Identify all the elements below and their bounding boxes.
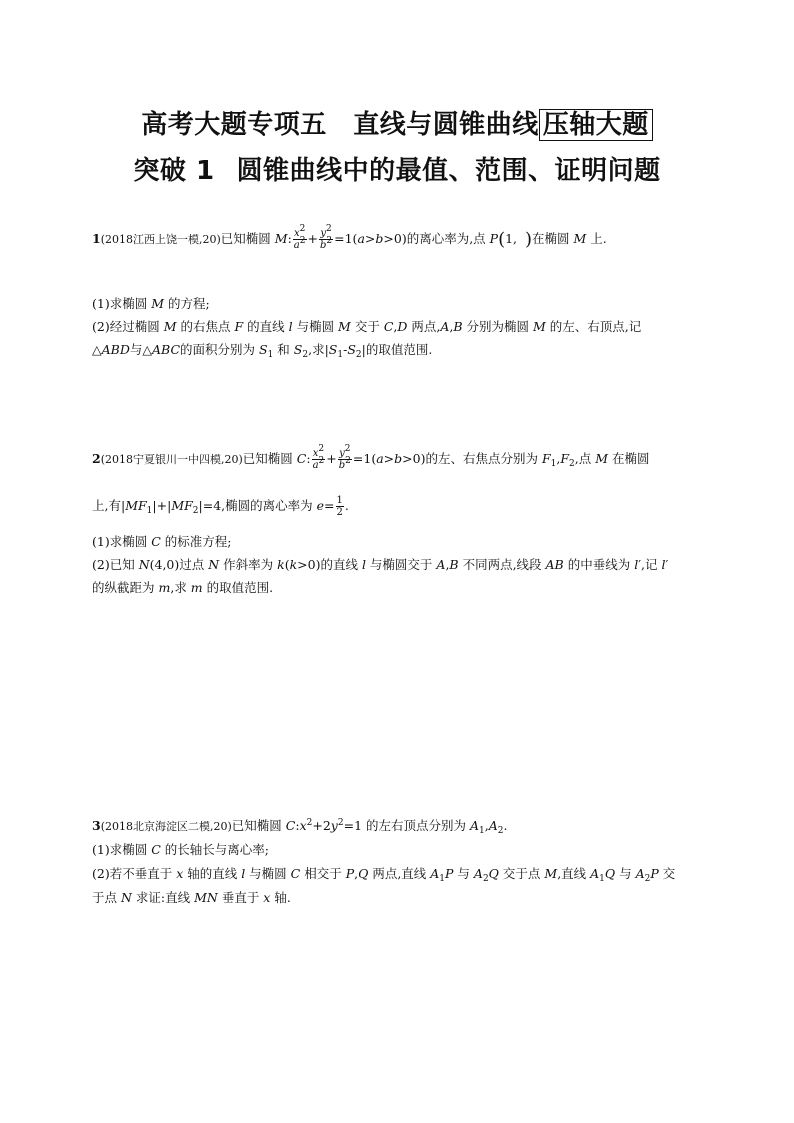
question-1-number: 1 <box>92 231 101 246</box>
question-3-line-2: (1)求椭圆 C 的长轴长与离心率; <box>92 842 269 857</box>
fraction-y2-b2: $\frac{y^2}{b^2}$ <box>338 444 351 471</box>
question-3-line-4: 于点 N 求证:直线 MN 垂直于 x 轴. <box>92 890 291 905</box>
question-2-line-3: (1)求椭圆 C 的标准方程; <box>92 534 232 549</box>
fraction-one-half: $\frac{1}{2}$ <box>336 495 343 518</box>
question-1-source: (2018江西上饶一模,20) <box>100 233 221 246</box>
question-3-number: 3 <box>92 818 101 833</box>
fraction-x2-a2: $\frac{x^2}{a^2}$ <box>293 224 306 251</box>
question-2-line-1: 2(2018宁夏银川一中四模,20)已知椭圆 C: $\frac{x^2}{a^2}$ + $\frac{y^2}{b^2}$ =1(a>b>0)的左、右焦点分别为 $F_1,F_2$,点 M 在椭圆 <box>92 444 650 471</box>
fraction-y2-b2: $\frac{y^2}{b^2}$ <box>319 224 333 251</box>
title-boxed-label: 压轴大题 <box>539 109 653 141</box>
question-1-line-2: (1)求椭圆 M 的方程; <box>92 296 210 311</box>
question-2-source: (2018宁夏银川一中四模,20) <box>100 453 243 466</box>
question-3-source: (2018北京海淀区二模,20) <box>100 820 232 833</box>
page-subtitle <box>0 150 794 187</box>
question-2-line-2: 上,有$|MF_1|+|MF_2|=4$,椭圆的离心率为 e= $\frac{1}{2}$ . <box>92 495 349 518</box>
question-1-line-3: (2)经过椭圆 M 的右焦点 F 的直线 l 与椭圆 M 交于 C,D 两点,A,B 分别为椭圆 M 的左、右顶点,记 <box>92 319 642 334</box>
page-title <box>0 104 794 141</box>
subtitle-part1: 突破 1 <box>133 156 215 186</box>
title-line1-text: 高考大题专项五 直线与圆锥曲线 <box>141 110 539 140</box>
question-1-line-4: △ABD与△ABC的面积分别为 $S_1$ 和 $S_2$,求$|S_1-S_2|$的取值范围. <box>92 342 433 360</box>
question-2-line-4: (2)已知 N(4,0)过点 N 作斜率为 k(k>0)的直线 l 与椭圆交于 A,B 不同两点,线段 AB 的中垂线为 l′,记 l′ <box>92 557 669 572</box>
question-2-line-5: 的纵截距为 m,求 m 的取值范围. <box>92 580 274 595</box>
question-3-line-3: (2)若不垂直于 x 轴的直线 l 与椭圆 C 相交于 P,Q 两点,直线 $A_1P$ 与 $A_2Q$ 交于点 M,直线 $A_1Q$ 与 $A_2P$ 交 <box>92 866 676 884</box>
question-3-line-1: 3(2018北京海淀区二模,20)已知椭圆 $C:x^2+2y^2=1$ 的左右顶点分别为 $A_1,A_2$. <box>92 818 508 836</box>
question-2-number: 2 <box>92 451 101 466</box>
question-1-line-1: 1(2018江西上饶一模,20)已知椭圆 M: $\frac{x^2}{a^2}$ + $\frac{y^2}{b^2}$ =1(a>b>0)的离心率为,点 P(1, )在椭圆 M 上. <box>92 224 607 251</box>
subtitle-part2: 圆锥曲线中的最值、范围、证明问题 <box>236 156 661 186</box>
fraction-x2-a2: $\frac{x^2}{a^2}$ <box>312 444 325 471</box>
